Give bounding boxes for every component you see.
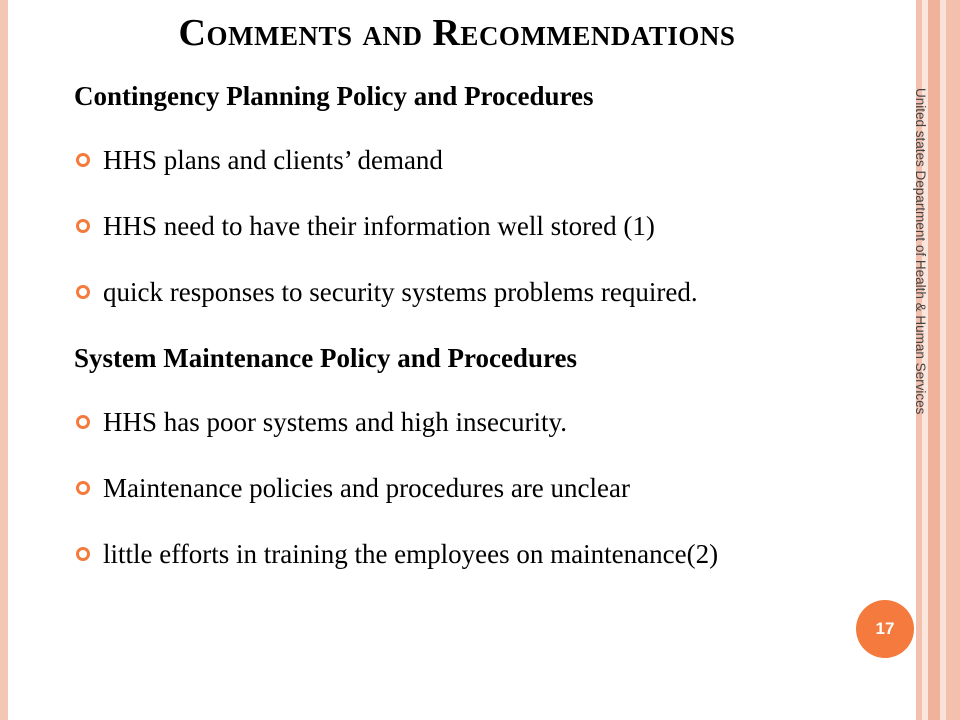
bullet-list-maintenance xyxy=(74,402,874,574)
section-heading-maintenance: System Maintenance Policy and Procedures xyxy=(74,343,577,373)
circle-bullet-icon xyxy=(76,547,90,561)
section-heading-contingency: Contingency Planning Policy and Procedures xyxy=(74,81,594,111)
vertical-footer-label: United states Department of Health & Human Services xyxy=(913,88,928,415)
circle-bullet-icon xyxy=(76,219,90,233)
page-number-badge: 17 xyxy=(856,600,914,658)
circle-bullet-icon xyxy=(76,481,90,495)
list-item xyxy=(74,468,874,508)
bullet-text: quick responses to security systems problems required. xyxy=(103,277,698,307)
circle-bullet-icon xyxy=(76,415,90,429)
list-item xyxy=(74,272,874,312)
bullet-text: HHS has poor systems and high insecurity. xyxy=(103,407,567,437)
circle-bullet-icon xyxy=(76,285,90,299)
slide-title: Comments and Recommendations xyxy=(178,12,736,54)
list-item xyxy=(74,206,874,246)
bullet-text: HHS plans and clients’ demand xyxy=(103,145,443,175)
bullet-text: little efforts in training the employees on maintenance(2) xyxy=(103,539,719,569)
bullet-text: HHS need to have their information well stored (1) xyxy=(103,211,655,241)
list-item xyxy=(74,140,874,180)
list-item xyxy=(74,402,874,442)
bullet-text: Maintenance policies and procedures are unclear xyxy=(103,473,630,503)
circle-bullet-icon xyxy=(76,153,90,167)
left-border-decoration xyxy=(0,0,8,720)
bullet-list-contingency xyxy=(74,140,874,312)
slide-content xyxy=(74,72,874,600)
list-item xyxy=(74,534,874,574)
